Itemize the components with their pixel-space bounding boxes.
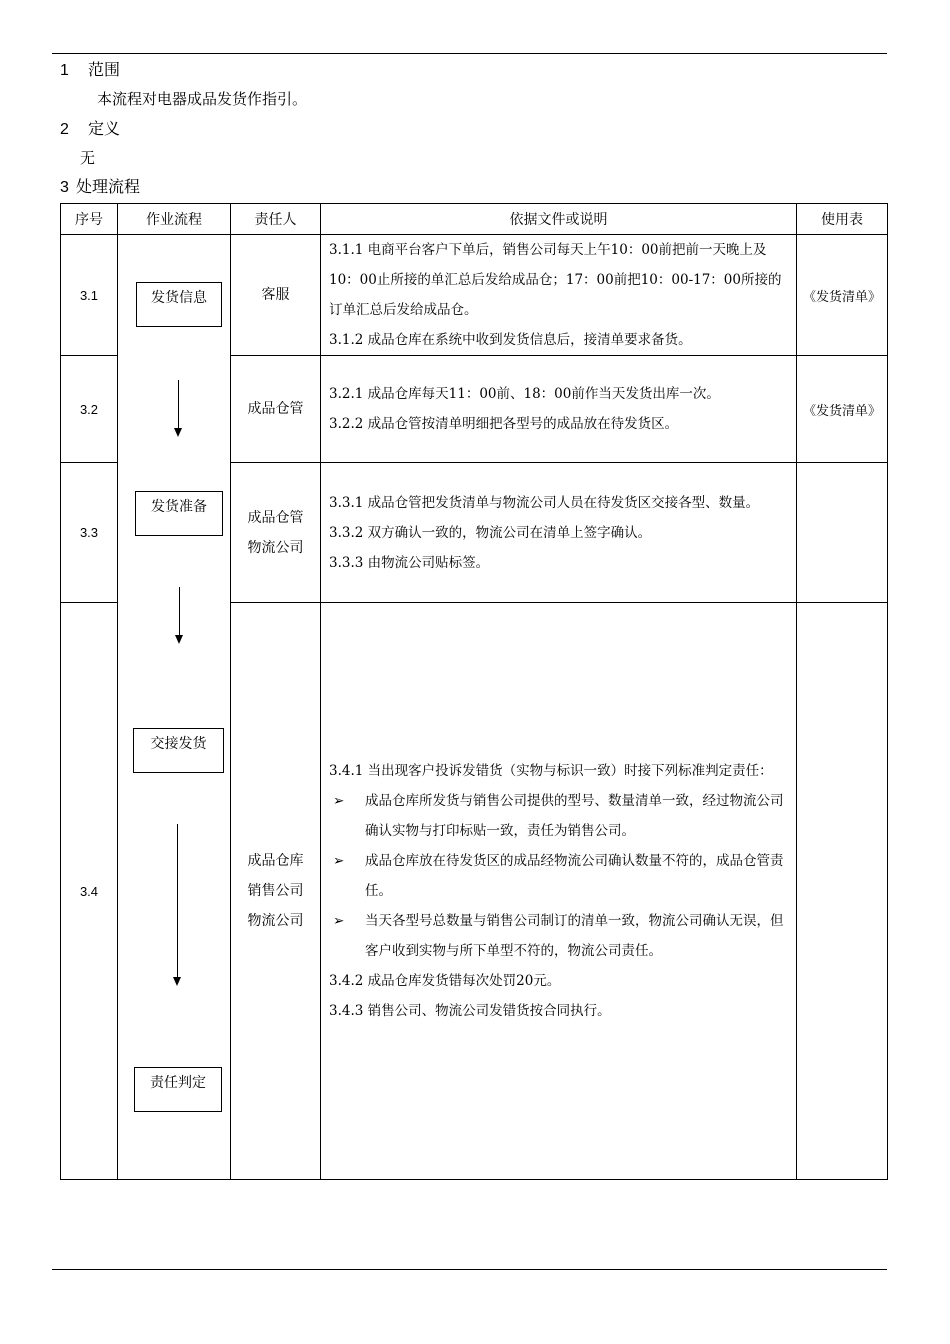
section-title: 处理流程	[76, 177, 141, 196]
section-1-text: 本流程对电器成品发货作指引。	[97, 90, 308, 108]
row-responsible: 成品仓管 物流公司	[231, 463, 321, 603]
section-1-heading	[60, 60, 120, 81]
header-seq: 序号	[61, 204, 118, 235]
table-header-row	[61, 204, 888, 235]
row-responsible: 成品仓库 销售公司 物流公司	[231, 603, 321, 1180]
row-description: 3.3.1 成品仓管把发货清单与物流公司人员在待发货区交接各型、数量。 3.3.2 双方确认一致的，物流公司在清单上签字确认。 3.3.3 由物流公司贴标签。	[321, 463, 797, 603]
list-item: ➢ 当天各型号总数量与销售公司制订的清单一致，物流公司确认无误，但客户收到实物与所下单型不符的，物流公司责任。	[329, 906, 790, 966]
section-number: 1	[60, 62, 69, 79]
list-item: ➢ 成品仓库放在待发货区的成品经物流公司确认数量不符的，成品仓管责任。	[329, 846, 790, 906]
row-form	[797, 603, 888, 1180]
row-seq: 3.2	[61, 356, 118, 463]
header-rule	[52, 53, 887, 54]
section-2-text: 无	[80, 149, 96, 167]
row-seq: 3.3	[61, 463, 118, 603]
footer-rule	[52, 1269, 887, 1270]
row-description: 3.4.1 当出现客户投诉发错货（实物与标识一致）时接下列标准判定责任： ➢ 成品仓库所发货与销售公司提供的型号、数量清单一致，经过物流公司确认实物与打印标贴一致，责任为销售公司。 ➢ 成品仓库放在待发货区的成品经物流公司确认数量不符的，成品仓管责任。 ➢ 当天各型号总数量与销售公司制订的清单一致，物流公司确认无误，但客户收到实物与所下单型不符的，物流公司责任。 3.4.2 成品仓库发货错每次处罚20元。 3.4.3 销售公司、物流公司发错货按合同执行。	[321, 603, 797, 1180]
section-2-heading	[60, 119, 120, 140]
section-title: 定义	[88, 119, 121, 138]
bullet-arrow-icon: ➢	[333, 913, 345, 929]
arrow-down-icon	[177, 824, 178, 984]
flow-step-box: 发货准备	[135, 491, 223, 536]
arrow-down-icon	[179, 587, 180, 642]
section-number: 2	[60, 121, 69, 138]
bullet-arrow-icon: ➢	[333, 853, 345, 869]
flow-step-box: 交接发货	[133, 728, 224, 773]
flow-step-box: 责任判定	[134, 1067, 222, 1112]
process-table	[60, 203, 888, 1180]
arrow-down-icon	[178, 380, 179, 435]
row-description: 3.2.1 成品仓库每天11：00前、18：00前作当天发货出库一次。 3.2.2 成品仓管按清单明细把各型号的成品放在待发货区。	[321, 356, 797, 463]
flow-step-box: 发货信息	[136, 282, 222, 327]
flow-chart-cell	[118, 235, 231, 1180]
bullet-arrow-icon: ➢	[333, 793, 345, 809]
header-desc: 依据文件或说明	[321, 204, 797, 235]
section-title: 范围	[88, 60, 121, 79]
table-row	[61, 235, 888, 356]
row-form	[797, 463, 888, 603]
row-form: 《发货清单》	[797, 235, 888, 356]
row-seq: 3.4	[61, 603, 118, 1180]
row-description: 3.1.1 电商平台客户下单后，销售公司每天上午10：00前把前一天晚上及10：00止所接的单汇总后发给成品仓；17：00前把10：00-17：00所接的订单汇总后发给成品仓。 3.1.2 成品仓库在系统中收到发货信息后，接清单要求备货。	[321, 235, 797, 356]
header-form: 使用表	[797, 204, 888, 235]
list-item: ➢ 成品仓库所发货与销售公司提供的型号、数量清单一致，经过物流公司确认实物与打印标贴一致，责任为销售公司。	[329, 786, 790, 846]
section-number: 3	[60, 179, 69, 196]
section-3-heading	[60, 177, 140, 198]
row-seq: 3.1	[61, 235, 118, 356]
row-responsible: 成品仓管	[231, 356, 321, 463]
header-flow: 作业流程	[118, 204, 231, 235]
row-form: 《发货清单》	[797, 356, 888, 463]
header-resp: 责任人	[231, 204, 321, 235]
row-responsible: 客服	[231, 235, 321, 356]
